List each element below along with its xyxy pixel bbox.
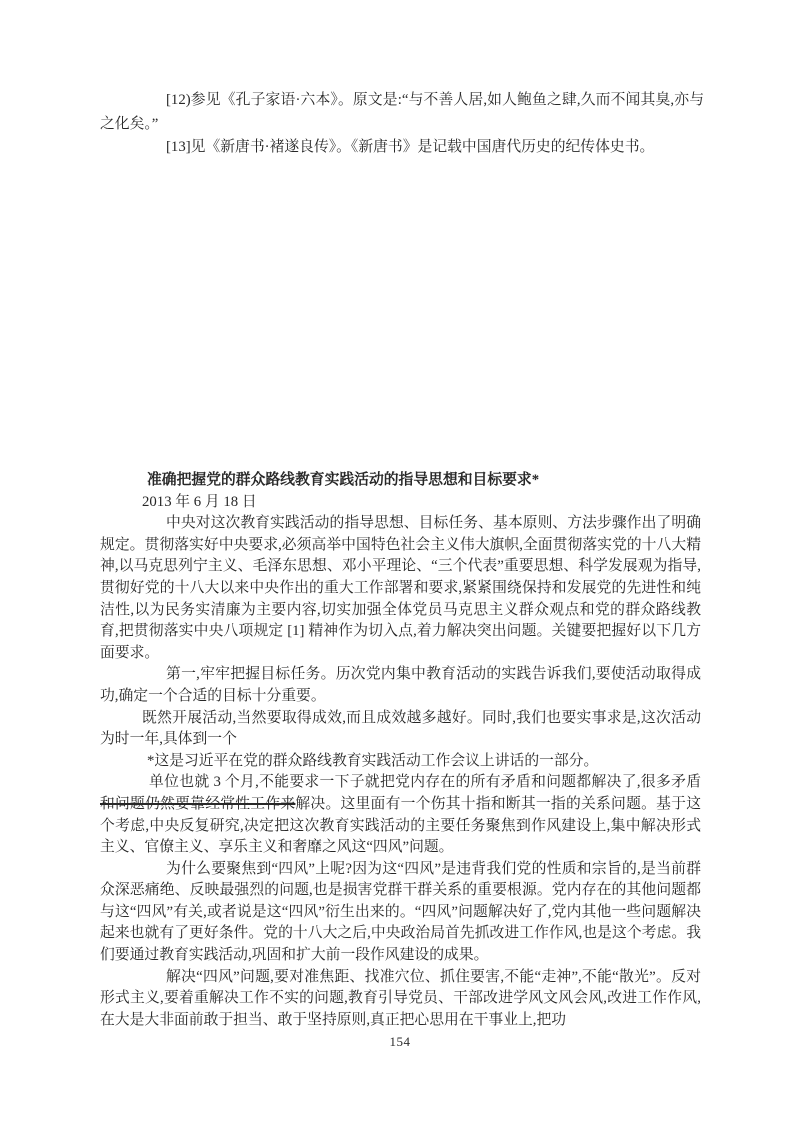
paragraph-first-grasp-target-tasks: 第一,牢牢把握目标任务。历次党内集中教育活动的实践告诉我们,要使活动取得成功,确定一个合适的目标十分重要。: [100, 666, 701, 704]
article-title: 准确把握党的群众路线教育实践活动的指导思想和目标要求*: [147, 472, 540, 488]
footnote-12: [12)参见《孔子家语·六本》。原文是:“与不善人居,如人鲍鱼之肆,久而不闻其臭,亦与之化矣。”: [100, 92, 704, 132]
article-body: [100, 470, 701, 1031]
paragraph-three-months: [100, 772, 701, 858]
paragraph-carry-out-activity: 既然开展活动,当然要取得成效,而且成效越多越好。同时,我们也要实事求是,这次活动为时一年,具体到一个: [100, 709, 701, 748]
paragraph-text-pre: 单位也就 3 个月,不能要求一下子就把党内存在的所有矛盾和问题都解决了,很多矛盾: [149, 774, 701, 791]
footnotes-block: [100, 89, 704, 160]
paragraph-why-four-winds: 为什么要聚焦到“四风”上呢?因为这“四风”是违背我们党的性质和宗旨的,是当前群众深恶痛绝、反映最强烈的问题,也是损害党群干群关系的重要根源。党内存在的其他问题都与这“四风”有关,或者说是这“四风”衍生出来的。“四风”问题解决好了,党内其他一些问题解决起来也就有了更好条件。党的十八大之后,中央政治局首先抓改进工作作风,也是这个考虑。我们要通过教育实践活动,巩固和扩大前一段作风建设的成果。: [100, 860, 701, 964]
paragraph-text-post: 解决。这里面有一个伤其十指和断其一指的关系问题。基于这个考虑,中央反复研究,决定把这次教育实践活动的主要任务聚焦到作风建设上,集中解决形式主义、官僚主义、享乐主义和奢靡之风这“四风”问题。: [100, 795, 701, 856]
paragraph-solve-four-winds: 解决“四风”问题,要对准焦距、找准穴位、抓住要害,不能“走神”,不能“散光”。反对形式主义,要着重解决工作不实的问题,教育引导党员、干部改进学风文风会风,改进工作作风,在大是大非面前敢于担当、敢于坚持原则,真正把心思用在干事业上,把功: [100, 968, 701, 1028]
struck-text: 和问题仍然要靠经常性工作来: [100, 795, 296, 812]
page-number: 154: [389, 1034, 411, 1049]
article-date: 2013 年 6 月 18 日: [142, 493, 257, 510]
footnote-star-line: *这是习近平在党的群众路线教育实践活动工作会议上讲话的一部分。: [147, 752, 599, 769]
paragraph-guiding-thought: 中央对这次教育实践活动的指导思想、目标任务、基本原则、方法步骤作出了明确规定。贯彻落实好中央要求,必须高举中国特色社会主义伟大旗帜,全面贯彻落实党的十八大精神,以马克思列宁主义、毛泽东思想、邓小平理论、“三个代表”重要思想、科学发展观为指导,贯彻好党的十八大以来中央作出的重大工作部署和要求,紧紧围绕保持和发展党的先进性和纯洁性,以为民务实清廉为主要内容,切实加强全体党员马克思主义群众观点和党的群众路线教育,把贯彻落实中央八项规定 [1] 精神作为切入点,着力解决突出问题。关键要把握好以下几方面要求。: [100, 515, 701, 661]
footnote-13: [13]见《新唐书·褚遂良传》。《新唐书》是记载中国唐代历史的纪传体史书。: [166, 139, 655, 155]
